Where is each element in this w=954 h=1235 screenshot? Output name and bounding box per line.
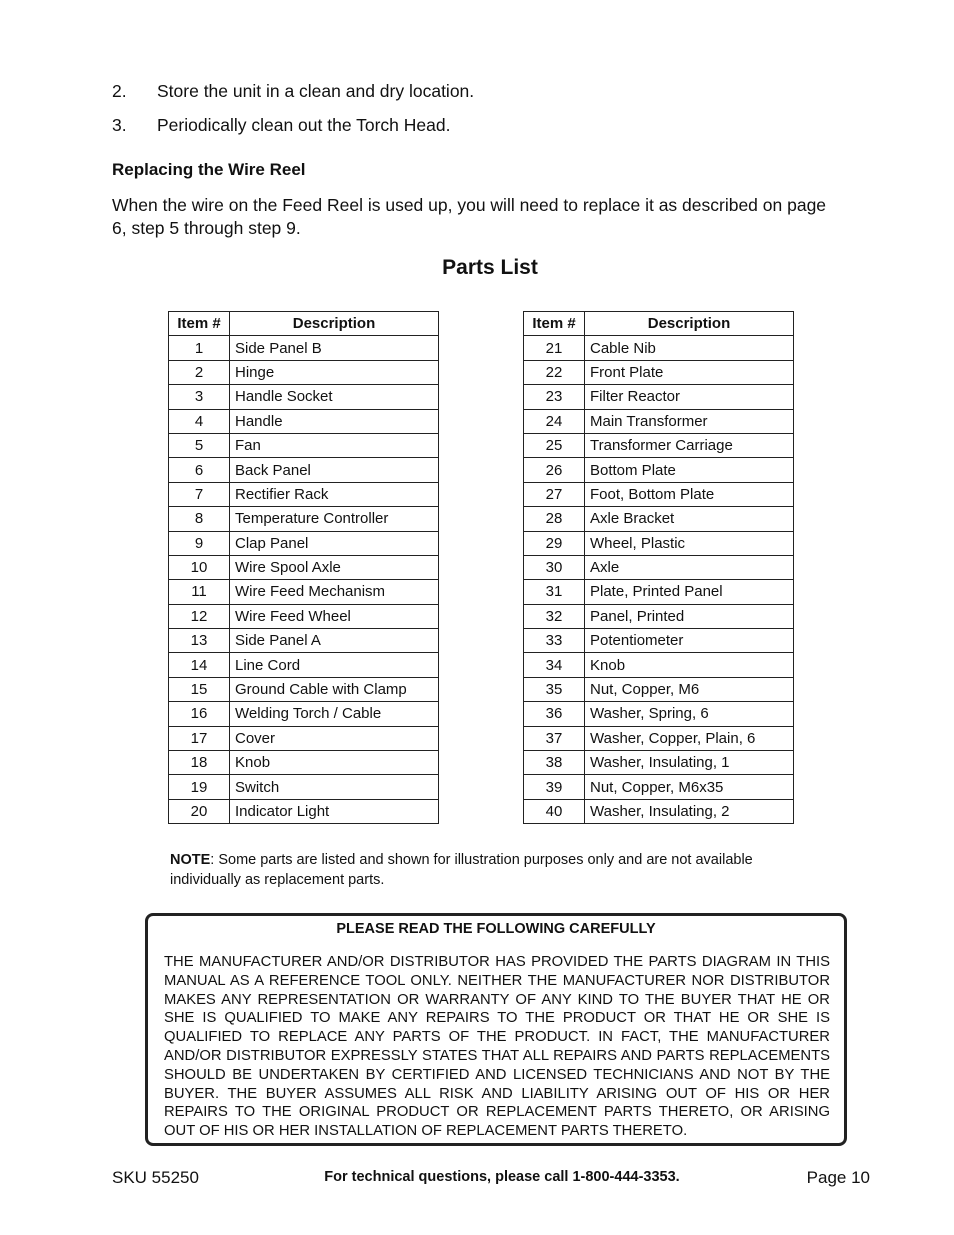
table-row [169, 799, 439, 823]
table-row [169, 531, 439, 555]
item-number-cell: 10 [169, 555, 230, 579]
item-number-cell: 8 [169, 507, 230, 531]
description-cell: Potentiometer [585, 629, 794, 653]
item-number-cell: 37 [524, 726, 585, 750]
item-number-cell: 25 [524, 433, 585, 457]
item-number-cell: 5 [169, 433, 230, 457]
item-number-cell: 22 [524, 360, 585, 384]
description-cell: Axle [585, 555, 794, 579]
description-cell: Cable Nib [585, 336, 794, 360]
step-number: 2. [112, 81, 127, 101]
table-row [524, 604, 794, 628]
description-cell: Axle Bracket [585, 507, 794, 531]
step-text: Store the unit in a clean and dry location. [157, 81, 475, 101]
table-row [169, 385, 439, 409]
item-number-cell: 4 [169, 409, 230, 433]
table-row [169, 653, 439, 677]
table-row [524, 702, 794, 726]
item-number-cell: 30 [524, 555, 585, 579]
footer-page-number: Page 10 [806, 1168, 870, 1187]
footer-phone: For technical questions, please call 1-800-444-3353. [324, 1169, 680, 1185]
item-number-cell: 26 [524, 458, 585, 482]
table-row [524, 799, 794, 823]
table-row [169, 482, 439, 506]
item-number-cell: 2 [169, 360, 230, 384]
table-row [169, 775, 439, 799]
item-number-cell: 19 [169, 775, 230, 799]
description-cell: Hinge [230, 360, 439, 384]
item-number-cell: 23 [524, 385, 585, 409]
parts-table-right [523, 311, 794, 824]
table-row [524, 360, 794, 384]
description-cell: Back Panel [230, 458, 439, 482]
warning-title: PLEASE READ THE FOLLOWING CAREFULLY [336, 921, 656, 937]
table-row [524, 775, 794, 799]
description-cell: Washer, Insulating, 1 [585, 751, 794, 775]
table-row [169, 360, 439, 384]
description-cell: Filter Reactor [585, 385, 794, 409]
table-row [524, 507, 794, 531]
table-row [524, 482, 794, 506]
item-number-cell: 20 [169, 799, 230, 823]
description-cell: Nut, Copper, M6x35 [585, 775, 794, 799]
description-cell: Panel, Printed [585, 604, 794, 628]
description-cell: Ground Cable with Clamp [230, 677, 439, 701]
parts-list-title: Parts List [442, 256, 538, 279]
description-cell: Cover [230, 726, 439, 750]
item-number-cell: 12 [169, 604, 230, 628]
table-row [169, 433, 439, 457]
item-number-cell: 6 [169, 458, 230, 482]
step-number: 3. [112, 115, 127, 135]
table-row [169, 336, 439, 360]
description-cell: Nut, Copper, M6 [585, 677, 794, 701]
description-cell: Welding Torch / Cable [230, 702, 439, 726]
description-cell: Clap Panel [230, 531, 439, 555]
description-cell: Washer, Spring, 6 [585, 702, 794, 726]
description-cell: Washer, Insulating, 2 [585, 799, 794, 823]
table-row [169, 751, 439, 775]
table-row [169, 726, 439, 750]
item-number-cell: 14 [169, 653, 230, 677]
description-cell: Transformer Carriage [585, 433, 794, 457]
table-row [524, 677, 794, 701]
item-number-cell: 11 [169, 580, 230, 604]
step-item [112, 81, 474, 102]
warning-body: THE MANUFACTURER AND/OR DISTRIBUTOR HAS PROVIDED THE PARTS DIAGRAM IN THIS MANUAL AS A REFERENCE TOOL ONLY. NEITHER THE MANUFACTURER NOR DISTRIBUTOR MAKES ANY REPRESENTATION OR WARRANTY OF ANY KIND TO THE BUYER THAT HE OR SHE IS QUALIFIED TO MAKE ANY REPAIRS TO THE PRODUCT OR THAT HE OR SHE IS QUALIFIED TO REPLACE ANY PARTS OF THE PRODUCT. IN FACT, THE MANUFACTURER AND/OR DISTRIBUTOR EXPRESSLY STATES THAT ALL REPAIRS AND PARTS REPLACEMENTS SHOULD BE UNDERTAKEN BY CERTIFIED AND LICENSED TECHNICIANS AND NOT BY THE BUYER. THE BUYER ASSUMES ALL RISK AND LIABILITY ARISING OUT OF HIS OR HER REPAIRS TO THE ORIGINAL PRODUCT OR REPLACEMENT PARTS THERETO, OR ARISING OUT OF HIS OR HER INSTALLATION OF REPLACEMENT PARTS THERETO. [164, 954, 830, 1140]
item-number-cell: 32 [524, 604, 585, 628]
item-number-cell: 35 [524, 677, 585, 701]
description-cell: Wire Feed Wheel [230, 604, 439, 628]
item-column-header: Item # [169, 312, 230, 336]
item-number-cell: 24 [524, 409, 585, 433]
description-cell: Indicator Light [230, 799, 439, 823]
table-row [524, 458, 794, 482]
table-row [524, 653, 794, 677]
description-column-header: Description [230, 312, 439, 336]
description-cell: Handle [230, 409, 439, 433]
item-number-cell: 29 [524, 531, 585, 555]
item-number-cell: 39 [524, 775, 585, 799]
item-number-cell: 9 [169, 531, 230, 555]
description-cell: Main Transformer [585, 409, 794, 433]
item-number-cell: 18 [169, 751, 230, 775]
item-column-header: Item # [524, 312, 585, 336]
item-number-cell: 15 [169, 677, 230, 701]
description-cell: Rectifier Rack [230, 482, 439, 506]
note-label: NOTE [170, 852, 211, 868]
section-heading: Replacing the Wire Reel [112, 160, 306, 179]
parts-table-left [168, 311, 439, 824]
description-cell: Fan [230, 433, 439, 457]
description-cell: Wire Spool Axle [230, 555, 439, 579]
item-number-cell: 21 [524, 336, 585, 360]
table-row [524, 751, 794, 775]
item-number-cell: 27 [524, 482, 585, 506]
table-row [169, 409, 439, 433]
item-number-cell: 28 [524, 507, 585, 531]
description-cell: Knob [585, 653, 794, 677]
item-number-cell: 3 [169, 385, 230, 409]
item-number-cell: 7 [169, 482, 230, 506]
description-cell: Side Panel B [230, 336, 439, 360]
description-cell: Washer, Copper, Plain, 6 [585, 726, 794, 750]
table-row [169, 629, 439, 653]
description-cell: Line Cord [230, 653, 439, 677]
item-number-cell: 1 [169, 336, 230, 360]
description-column-header: Description [585, 312, 794, 336]
description-cell: Handle Socket [230, 385, 439, 409]
table-row [524, 531, 794, 555]
item-number-cell: 34 [524, 653, 585, 677]
description-cell: Knob [230, 751, 439, 775]
table-header-row [524, 312, 794, 336]
item-number-cell: 38 [524, 751, 585, 775]
description-cell: Temperature Controller [230, 507, 439, 531]
table-row [169, 677, 439, 701]
item-number-cell: 16 [169, 702, 230, 726]
description-cell: Foot, Bottom Plate [585, 482, 794, 506]
table-row [524, 726, 794, 750]
description-cell: Plate, Printed Panel [585, 580, 794, 604]
table-row [524, 385, 794, 409]
description-cell: Side Panel A [230, 629, 439, 653]
item-number-cell: 33 [524, 629, 585, 653]
table-row [524, 409, 794, 433]
section-body: When the wire on the Feed Reel is used up, you will need to replace it as described on page 6, step 5 through step 9. [112, 195, 827, 238]
step-text: Periodically clean out the Torch Head. [157, 115, 451, 135]
item-number-cell: 40 [524, 799, 585, 823]
table-row [169, 604, 439, 628]
table-row [524, 336, 794, 360]
table-row [524, 433, 794, 457]
item-number-cell: 31 [524, 580, 585, 604]
table-row [169, 458, 439, 482]
table-row [169, 507, 439, 531]
table-row [169, 555, 439, 579]
table-header-row [169, 312, 439, 336]
item-number-cell: 36 [524, 702, 585, 726]
table-row [169, 580, 439, 604]
description-cell: Front Plate [585, 360, 794, 384]
item-number-cell: 13 [169, 629, 230, 653]
step-item [112, 115, 450, 136]
item-number-cell: 17 [169, 726, 230, 750]
note-text [170, 851, 810, 890]
note-body: : Some parts are listed and shown for illustration purposes only and are not available individually as replacement parts. [170, 852, 753, 888]
table-row [524, 629, 794, 653]
table-row [524, 555, 794, 579]
description-cell: Switch [230, 775, 439, 799]
description-cell: Bottom Plate [585, 458, 794, 482]
table-row [524, 580, 794, 604]
footer-sku: SKU 55250 [112, 1168, 199, 1187]
description-cell: Wire Feed Mechanism [230, 580, 439, 604]
description-cell: Wheel, Plastic [585, 531, 794, 555]
table-row [169, 702, 439, 726]
